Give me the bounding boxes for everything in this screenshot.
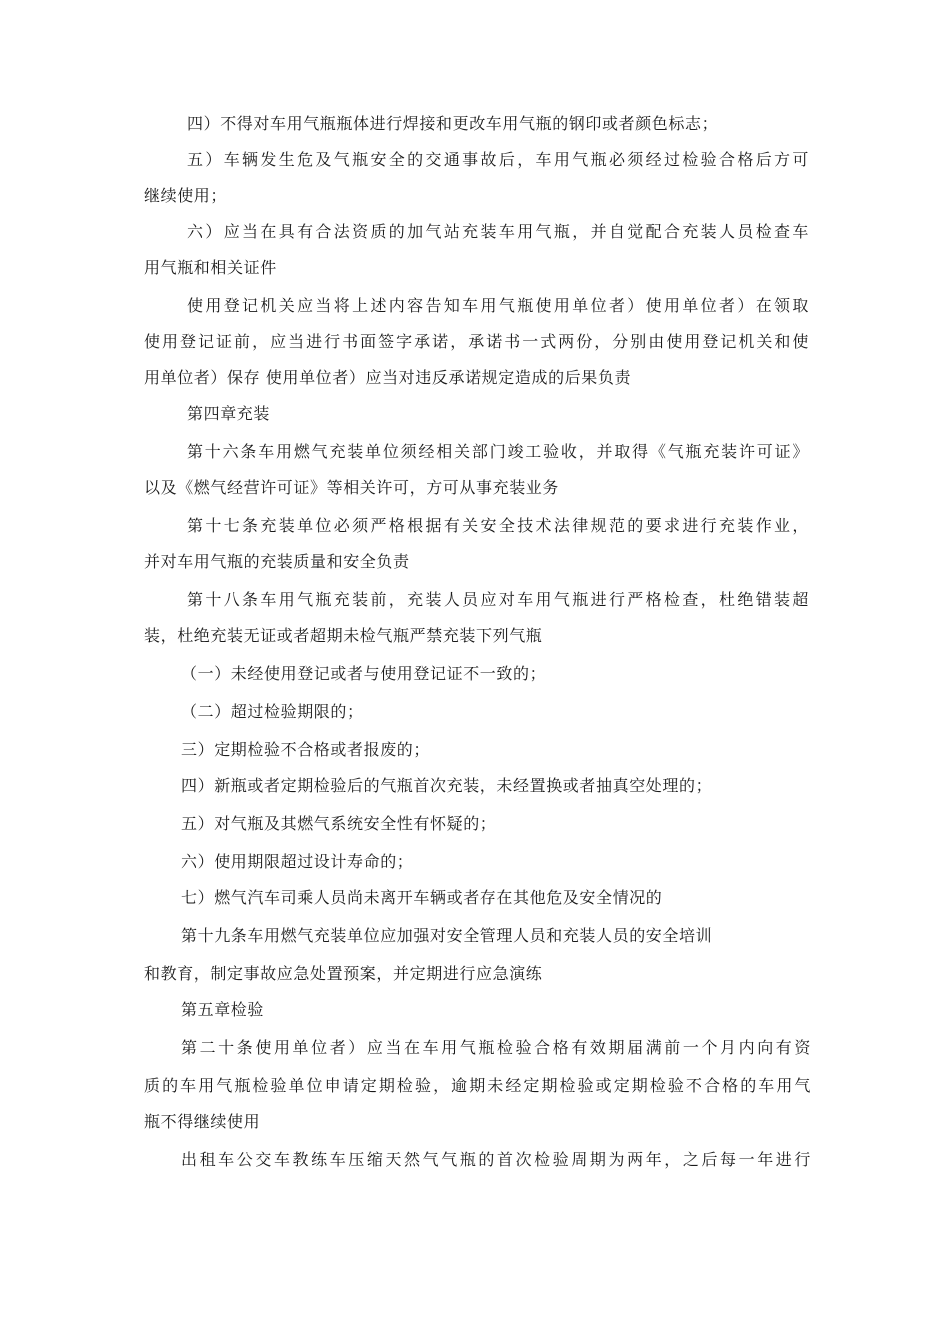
text-line-21: 六）使用期限超过设计寿命的； (181, 852, 414, 871)
text-line-5: 用气瓶和相关证件 (144, 258, 277, 277)
text-line-26: 第二十条使用单位者）应当在车用气瓶检验合格有效期届满前一个月内向有资 (181, 1038, 811, 1057)
text-line-2: 五）车辆发生危及气瓶安全的交通事故后，车用气瓶必须经过检验合格后方可 (187, 150, 809, 169)
text-line-6: 使用登记机关应当将上述内容告知车用气瓶使用单位者）使用单位者）在领取 (187, 296, 809, 315)
text-line-7: 使用登记证前，应当进行书面签字承诺，承诺书一式两份，分别由使用登记机关和使 (144, 332, 809, 351)
text-line-4: 六）应当在具有合法资质的加气站充装车用气瓶，并自觉配合充装人员检查车 (187, 222, 809, 241)
text-line-1: 四）不得对车用气瓶瓶体进行焊接和更改车用气瓶的钢印或者颜色标志； (187, 114, 719, 133)
text-line-17: （二）超过检验期限的； (181, 702, 364, 721)
text-line-19: 四）新瓶或者定期检验后的气瓶首次充装，未经置换或者抽真空处理的； (181, 776, 713, 795)
text-line-29: 出租车公交车教练车压缩天然气气瓶的首次检验周期为两年，之后每一年进行 (181, 1150, 811, 1169)
text-line-28: 瓶不得继续使用 (144, 1112, 261, 1131)
text-line-24: 和教育，制定事故应急处置预案，并定期进行应急演练 (144, 964, 543, 983)
text-line-13: 并对车用气瓶的充装质量和安全负责 (144, 552, 410, 571)
text-line-23: 第十九条车用燃气充装单位应加强对安全管理人员和充装人员的安全培训 (181, 926, 713, 945)
text-line-16: （一）未经使用登记或者与使用登记证不一致的； (181, 664, 547, 683)
text-line-15: 装，杜绝充装无证或者超期未检气瓶严禁充装下列气瓶 (144, 626, 543, 645)
text-line-11: 以及《燃气经营许可证》等相关许可，方可从事充装业务 (144, 478, 560, 497)
text-line-27: 质的车用气瓶检验单位申请定期检验，逾期未经定期检验或定期检验不合格的车用气 (144, 1076, 811, 1095)
text-line-22: 七）燃气汽车司乘人员尚未离开车辆或者存在其他危及安全情况的 (181, 888, 663, 907)
text-line-10: 第十六条车用燃气充装单位须经相关部门竣工验收，并取得《气瓶充装许可证》 (187, 442, 809, 461)
text-line-8: 用单位者）保存 使用单位者）应当对违反承诺规定造成的后果负责 (144, 368, 632, 387)
text-line-3: 继续使用； (144, 186, 228, 205)
text-line-20: 五）对气瓶及其燃气系统安全性有怀疑的； (181, 814, 497, 833)
text-line-12: 第十七条充装单位必须严格根据有关安全技术法律规范的要求进行充装作业， (187, 516, 809, 535)
section-heading-chapter-4: 第四章充装 (187, 404, 271, 423)
section-heading-chapter-5: 第五章检验 (181, 1000, 265, 1019)
text-line-14: 第十八条车用气瓶充装前，充装人员应对车用气瓶进行严格检查，杜绝错装超 (187, 590, 809, 609)
text-line-18: 三）定期检验不合格或者报废的； (181, 740, 431, 759)
